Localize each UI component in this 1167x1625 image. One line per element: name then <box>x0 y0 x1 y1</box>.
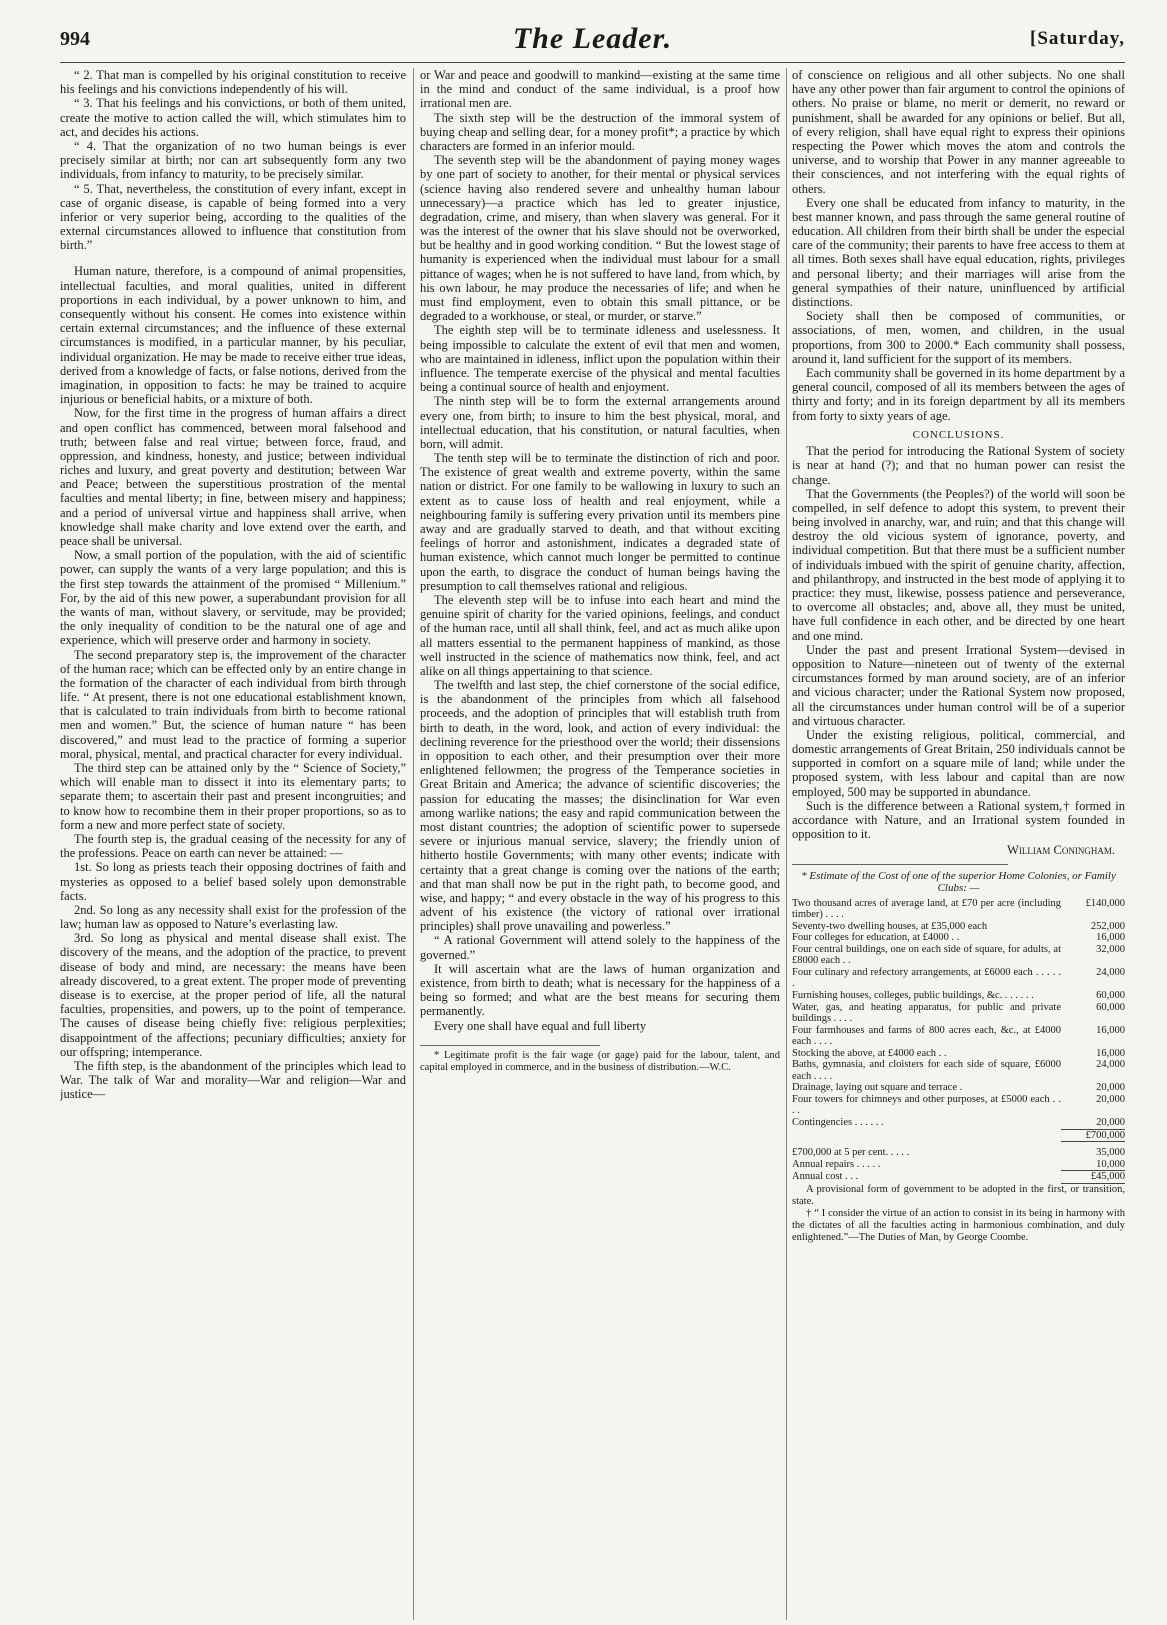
paragraph: Human nature, therefore, is a compound of animal propensities, intellectual faculties, and moral qualities, united in different proportions in each individual, by a power unknown to him, and consequently without his consent. He comes into existence within certain external circumstances; and the influence of these external circumstances is modified, in a particular manner, by his peculiar, individual organization. He may be made to receive either true ideas, derived from a knowledge of facts, or false notions, derived from the imagination, in opposition to facts: he may be trained to acquire injurious or beneficial habits, or a mixture of both. <box>60 264 406 407</box>
table-row <box>792 1117 1125 1129</box>
column-3 <box>792 68 1125 1620</box>
paragraph: It will ascertain what are the laws of human organization and existence, from birth to death; what is necessary for the happiness of a being so formed; and what are the best means for securing them permanently. <box>420 961 780 1019</box>
paragraph: The fourth step is, the gradual ceasing of the necessity for any of the professions. Peace on earth can never be attained: — <box>60 831 406 861</box>
paragraph: The sixth step will be the destruction of the immoral system of buying cheap and selling dear, for a money profit*; a practice by which characters are formed in an inferior mould. <box>420 110 780 153</box>
table-row <box>792 932 1125 944</box>
table-row <box>792 1059 1125 1082</box>
cost-amount: 10,000 <box>1096 1158 1125 1170</box>
table-row <box>792 1129 1125 1142</box>
table-row <box>792 1171 1125 1184</box>
cost-amount: 24,000 <box>1096 966 1125 978</box>
paragraph: Each community shall be governed in its home department by a general council, composed of all its members between the ages of thirty and forty; and in its foreign department by all its members from forty to sixty years of age. <box>792 365 1125 423</box>
paragraph: The third step can be attained only by the “ Science of Society,” which will enable man to dissect it into its elementary parts; to separate them; to ascertain their past and present incongruities; and to know how to recombine them in their proper proportions, so as to form a new and more perfect state of society. <box>60 761 406 832</box>
cost-amount: 16,000 <box>1096 932 1125 944</box>
cost-item: Four central buildings, one on each side of square, for adults, at £8000 each . . <box>792 943 1061 967</box>
paragraph: The eleventh step will be to infuse into each heart and mind the genuine spirit of charity for the varied opinions, feelings, and conduct of the human race, until all shall think, feel, and act as much alike upon all matters essential to the permanent happiness of mankind, as those well instructed in the science of mathematics now think, feel, and act alike on all things appertaining to that science. <box>420 592 780 678</box>
cost-amount: 24,000 <box>1096 1059 1125 1071</box>
cost-item: Stocking the above, at £4000 each . . <box>792 1047 947 1059</box>
cost-item: Seventy-two dwelling houses, at £35,000 each <box>792 920 988 932</box>
author-signature: William Coningham. <box>1007 843 1115 858</box>
cost-amount: 35,000 <box>1096 1147 1125 1159</box>
cost-amount: £45,000 <box>1061 1171 1125 1184</box>
paragraph: That the Governments (the Peoples?) of the world will soon be compelled, in self defence to adopt this system, to prevent their being involved in anarchy, war, and ruin; and that this change will destroy the old vicious system of ignorance, poverty, and individual competition. But that there must be a sufficient number of individuals imbued with the spirit of genuine charity, affection, and philanthropy, and instructed in the best mode of applying it to practice: they must, likewise, possess patience and perseverance, to overcome all obstacles; and, above all, they must be united, have full confidence in each other, and be directed by one heart and one mind. <box>792 486 1125 643</box>
cost-amount: 20,000 <box>1096 1093 1125 1105</box>
cost-item: Water, gas, and heating apparatus, for public and private buildings . . . . <box>792 1001 1061 1025</box>
paragraph: Such is the difference between a Rational system,† formed in accordance with Nature, and an Irrational system founded in opposition to it. <box>792 798 1125 842</box>
section-heading: CONCLUSIONS. <box>912 428 1005 441</box>
paragraph: The seventh step will be the abandonment of paying money wages by one part of society to another, for their mental or physical services (science having also rendered severe and unhealthy human labour unnecessary)—a practice which has led to greater injustice, degradation, crime, and misery, than when slavery was general. For it was the interest of the owner that his slave should not be overworked, but be healthy and in good working condition. “ But the lowest stage of humanity is experienced when the individual must labour for a small pittance of wages; when he is not suffered to have land, from which, by his own labour, he may produce the necessaries of life; and when he must find employment, even to obtain this small pittance, or be degraded to a workhouse, or steal, or murder, or starve.” <box>420 153 780 324</box>
paragraph: Now, a small portion of the population, with the aid of scientific power, can supply the wants of a very large population; and this is the first step towards the attainment of the promised “ Millenium.” For, by the aid of this new power, a superabundant provision for all the wants of man, without slavery, or servitude, may be provided; the only inequality of condition to be the natural one of age and experience, which will preserve order and harmony in society. <box>60 548 406 648</box>
paragraph: The eighth step will be to terminate idleness and uselessness. It being impossible to calculate the extent of evil that men and women, who are maintained in idleness, inflict upon the population within their influence. The temperate exercise of the physical and mental faculties being a continual source of health and enjoyment. <box>420 323 780 395</box>
cost-item <box>792 1129 1061 1142</box>
column-divider <box>413 68 414 1620</box>
cost-item: £700,000 at 5 per cent. . . . . <box>792 1147 910 1159</box>
paragraph: The twelfth and last step, the chief cornerstone of the social edifice, is the abandonment of the principles from which all falsehood proceeds, and the adoption of principles that will establish truth from birth to death, in the word, look, and action of every individual: the declining reverence for the priesthood over the world; their dissensions in opposition to each other, and their presumption over their more enlightened fellowmen; the progress of the Temperance societies in Great Britain and America; the advance of scientific discoveries; the passion for educating the masses; the disinclination for War even among warlike nations; the easy and rapid communication between the most distant countries; the adoption of scientific power to supersede severe or injurious manual service, slavery; the friendly union of hitherto hostile Governments; with many other events; indicate with certainty that a great change is coming over the nations of the earth; and that man shall now be put in the right path, to become good, and wise, and happy; “ and every obstacle in the way of his progress to this advent of his existence (the victory of rational over irrational principles) shall prove unavailing and powerless.” <box>420 678 780 934</box>
column-1 <box>60 68 406 1620</box>
table-row <box>792 967 1125 990</box>
paragraph: The fifth step, is the abandonment of the principles which lead to War. The talk of War and morality—War and religion—War and justice— <box>60 1058 406 1102</box>
paragraph: The ninth step will be to form the external arrangements around every one, from birth; to insure to him the best physical, moral, and intellectual education, that his constitution, or natural faculties, when born, will admit. <box>420 394 780 451</box>
cost-amount: 20,000 <box>1096 1082 1125 1094</box>
page-header <box>60 22 1125 58</box>
cost-item: Annual repairs . . . . . <box>792 1158 881 1170</box>
paragraph: “ 2. That man is compelled by his original constitution to receive his feelings and his convictions independently of his will. <box>60 68 406 97</box>
table-row <box>792 1002 1125 1025</box>
cost-item: Four culinary and refectory arrangements, at £6000 each . . . . . . <box>792 966 1061 990</box>
cost-item: Baths, gymnasia, and cloisters for each side of square, £6000 each . . . . <box>792 1059 1061 1082</box>
cost-amount: 60,000 <box>1096 1001 1125 1013</box>
cost-amount: 60,000 <box>1096 989 1125 1001</box>
cost-amount: £700,000 <box>1061 1129 1125 1142</box>
paragraph: Now, for the first time in the progress of human affairs a direct and open conflict has commenced, between moral falsehood and truth; between false and real virtue; between force, fraud, and oppression, and kindness, honesty, and justice; between individual riches and luxury, and great poverty and destitution; between War and Peace; between the superstitious prostration of the mental faculties and mental liberty; in fine, between misery and happiness; and a period of universal virtue and happiness shall arrive, when knowledge shall make charity and love extend over the earth, and peace shall be universal. <box>60 406 406 548</box>
dagger-footnote: † “ I consider the virtue of an action to consist in its being in harmony with the dictates of all the faculties acting in harmonious combination, and duly enlightened.”—The Duties of Man, by George Coombe. <box>792 1207 1125 1243</box>
paragraph: “ 4. That the organization of no two human beings is ever precisely similar at birth; nor can art subsequently form any two individuals, from infancy to maturity, to be precisely similar. <box>60 138 406 182</box>
column-2 <box>420 68 780 1620</box>
table-row <box>792 898 1125 921</box>
table-row <box>792 1048 1125 1060</box>
paragraph: “ 5. That, nevertheless, the constitution of every infant, except in case of organic disease, is capable of being formed into a very inferior or very superior being, according to the qualities of the external circumstances allowed to influence that constitution from birth.” <box>60 181 406 253</box>
masthead-title: The Leader. <box>512 22 673 55</box>
cost-item: Four towers for chimneys and other purposes, at £5000 each . . . . <box>792 1093 1061 1117</box>
cost-amount: 32,000 <box>1096 943 1125 955</box>
cost-estimate-table <box>792 898 1125 1184</box>
paragraph: Every one shall be educated from infancy to maturity, in the best manner known, and pass through the same general routine of education. All children from their birth shall be under the especial care of the community; their parents to have free access to them at all times. Both sexes shall have equal education, rights, privileges and personal liberty; and their marriages will arise from the general sympathies of their nature, uninfluenced by artificial distinctions. <box>792 195 1125 309</box>
cost-item: Four colleges for education, at £4000 . . <box>792 932 960 944</box>
cost-item: Four farmhouses and farms of 800 acres each, &c., at £4000 each . . . . <box>792 1024 1061 1048</box>
paragraph: or War and peace and goodwill to mankind—existing at the same time in the mind and conduct of the same individual, is a proof how irrational men are. <box>420 68 780 111</box>
cost-item: Annual cost . . . <box>792 1170 859 1182</box>
table-row <box>792 1094 1125 1117</box>
paragraph: Under the existing religious, political, commercial, and domestic arrangements of Great Britain, 250 individuals cannot be supported in comfort on a square mile of land; while under the proposed system, with less labour and capital than are now employed, 500 may be supported in abundance. <box>792 727 1125 799</box>
footnote-rule <box>420 1045 600 1046</box>
paragraph: The tenth step will be to terminate the distinction of rich and poor. The existence of great wealth and extreme poverty, within the same nation or district. For one family to be wallowing in luxury to such an extent as to cause loss of health and real enjoyment, while a neighbouring family is suffering every privation until its members pine away and are gradually starved to death, and that without exciting feelings of horror and astonishment, indicates a degraded state of human existence, which cannot much longer be permitted to continue upon the earth, to disgrace the conduct of human beings having the presumption to call themselves rational and religious. <box>420 451 780 593</box>
issue-day: [Saturday, <box>1030 28 1125 49</box>
paragraph: “ 3. That his feelings and his convictions, or both of them united, create the motive to action called the will, which stimulates him to act, and decides his actions. <box>60 96 406 139</box>
paragraph: Every one shall have equal and full liberty <box>434 1018 647 1033</box>
paragraph: That the period for introducing the Rational System of society is near at hand (?); and that no human power can resist the change. <box>792 444 1125 487</box>
table-row <box>792 1082 1125 1094</box>
provisional-note: A provisional form of government to be adopted in the first, or transition, state. <box>792 1183 1125 1207</box>
section-rule <box>792 864 1008 865</box>
paragraph: of conscience on religious and all other subjects. No one shall have any other power than fair argument to control the opinions of others. No praise or blame, no merit or demerit, no reward or punishment, shall be awarded for any opinions or belief. But all, of every religion, shall have equal right to express their opinions respecting the Power which moves the atom and controls the universe, and to worship that Power in any manner agreeable to their consciences, and not interfering with the equal rights of others. <box>792 68 1125 196</box>
column-divider <box>786 68 787 1620</box>
cost-amount: £140,000 <box>1085 897 1125 909</box>
estimate-title: * Estimate of the Cost of one of the superior Home Colonies, or Family Clubs: — <box>801 869 1116 895</box>
cost-item: Furnishing houses, colleges, public buildings, &c. . . . . . . <box>792 989 1034 1001</box>
paragraph: 2nd. So long as any necessity shall exist for the profession of the law; human law as opposed to Nature’s everlasting law. <box>60 902 406 932</box>
table-row <box>792 921 1125 933</box>
header-rule <box>60 62 1125 63</box>
table-row <box>792 1025 1125 1048</box>
table-row <box>792 1159 1125 1171</box>
table-row <box>792 990 1125 1002</box>
paragraph: 3rd. So long as physical and mental disease shall exist. The discovery of the means, and the adoption of the practice, to prevent disease of body and mind, are necessary: the means have been already discovered, to a great extent. The proper mode of preventing disease is to exercise, at the proper period of life, all the natural faculties, propensities, and powers, up to the point of temperance. The causes of disease being chiefly five: religious perplexities; disappointment of the affections; pecuniary difficulties; anxiety for our offspring; intemperance. <box>60 931 406 1059</box>
cost-amount: 252,000 <box>1090 920 1125 932</box>
cost-amount: 16,000 <box>1096 1024 1125 1036</box>
cost-amount: 20,000 <box>1096 1116 1125 1128</box>
page-number: 994 <box>60 28 90 50</box>
table-row <box>792 944 1125 967</box>
cost-item: Contingencies . . . . . . <box>792 1116 884 1128</box>
paragraph: 1st. So long as priests teach their opposing doctrines of faith and mysteries as opposed to a belief based solely upon demonstrable facts. <box>60 860 406 903</box>
cost-amount: 16,000 <box>1096 1047 1125 1059</box>
table-row <box>792 1147 1125 1159</box>
cost-item: Two thousand acres of average land, at £70 per acre (including timber) . . . . <box>792 897 1061 921</box>
paragraph: Society shall then be composed of communities, or associations, of men, women, and children, in the usual proportions, from 300 to 2000.* Each community shall possess, around it, land sufficient for the support of its members. <box>792 309 1125 366</box>
cost-item: Drainage, laying out square and terrace . <box>792 1082 963 1094</box>
paragraph: The second preparatory step is, the improvement of the character of the human race; which can be effected only by an entire change in the formation of the character of each individual from birth through life. “ At present, there is not one educational establishment known, that is calculated to train individuals from birth to become rational men and women.” But, the science of human nature “ has been discovered,” and must lead to the practice of forming a superior moral, physical, mental, and practical character for every individual. <box>60 647 406 761</box>
paragraph: Under the past and present Irrational System—devised in opposition to Nature—nineteen out of twenty of the external circumstances formed by man around society, are of an inferior and vicious character; under the Rational System now proposed, all the circumstances under human control will be of a superior and virtuous character. <box>792 642 1125 728</box>
paragraph: “ A rational Government will attend solely to the happiness of the governed.” <box>420 933 780 962</box>
footnote: * Legitimate profit is the fair wage (or gage) paid for the labour, talent, and capital employed in commerce, and in the business of distribution.—W.C. <box>420 1049 780 1073</box>
